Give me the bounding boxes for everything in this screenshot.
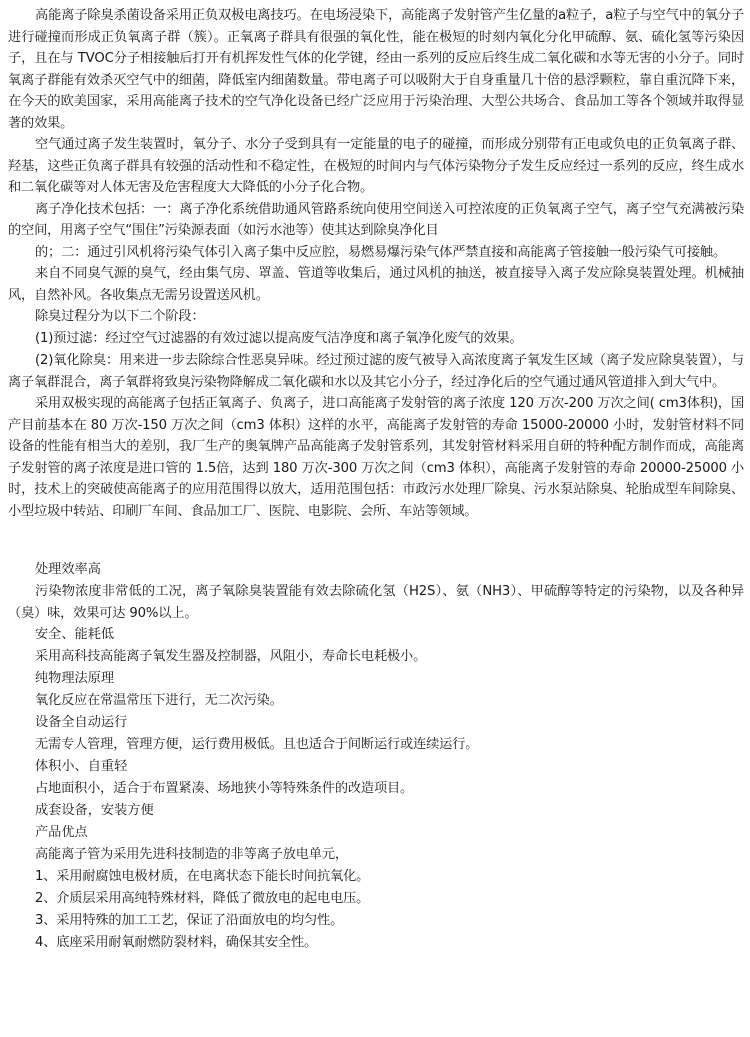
size-heading: 体积小、自重轻 (35, 759, 128, 774)
physics-text: 氧化反应在常温常压下进行，无二次污染。 (35, 693, 283, 708)
safety-heading: 安全、能耗低 (35, 627, 115, 642)
efficiency-heading: 处理效率高 (35, 562, 101, 577)
process-stages-heading: 除臭过程分为以下二个阶段： (35, 309, 205, 324)
advantage-item-4: 4、底座采用耐氧耐燃防裂材料，确保其安全性。 (35, 935, 318, 950)
advantages-heading: 产品优点 (35, 825, 88, 840)
advantage-item-1: 1、采用耐腐蚀电极材质，在电离状态下能长时间抗氧化。 (35, 869, 370, 884)
safety-text: 采用高科技高能离子氧发生器及控制器，风阻小，寿命长电耗极小。 (35, 649, 427, 664)
pre-filter-stage: (1)预过滤：经过空气过滤器的有效过滤以提高废气洁净度和离子氧净化废气的效果。 (35, 331, 523, 346)
automation-heading: 设备全自动运行 (35, 715, 128, 730)
physics-heading: 纯物理法原理 (35, 671, 115, 686)
advantage-item-3: 3、采用特殊的加工工艺，保证了沿面放电的均匀性。 (35, 913, 344, 928)
automation-text: 无需专人管理，管理方便，运行费用极低。且也适合于间断运行或连续运行。 (35, 737, 479, 752)
specs-paragraph: 采用双极实现的高能离子包括正氧离子、负离子，进口高能离子发射管的离子浓度 120 万次-200 万次之间( cm3体积)，国产目前基本在 80 万次-150 万次之间（cm3 体积）这样的水平，高能离子发射管的寿命 15000-20000 小时，发射管材料不同设备的性能有相当大的差别，我厂生产的奥氧牌产品高能离子发射管系列，其发射管材料采用自研的特种配方制作而成，高能离子发射管的离子浓度是进口管的 1.5倍，达到 180 万次-300 万次之间（cm3 体积），高能离子发射管的寿命 20000-25000 小时，技术上的突破使高能离子的应用范围得以放大，适用范围包括：市政污水处理厂除臭、污水泵站除臭、轮胎成型车间除臭、小型垃圾中转站、印刷厂车间、食品加工厂、医院、电影院、会所、车站等领域。 (8, 396, 744, 519)
size-text: 占地面积小，适合于布置紧凑、场地狭小等特殊条件的改造项目。 (35, 781, 414, 796)
advantage-item-2: 2、介质层采用高纯特殊材料，降低了微放电的起电电压。 (35, 891, 370, 906)
complete-set-heading: 成套设备，安装方便 (35, 803, 154, 818)
section-gap (8, 522, 744, 559)
intro-paragraph: 高能离子除臭杀菌设备采用正负双极电离技巧。在电场浸染下，高能离子发射管产生亿量的a粒子，a粒子与空气中的氧分子进行碰撞而形成正负氧离子群（簇）。正氧离子群具有很强的氧化性，能在极短的时刻内氧化分化甲硫醇、氨、硫化氢等污染因子，且在与 TVOC分子相接触后打开有机挥发性气体的化学键，经由一系列的反应后终生成二氧化碳和水等无害的小分子。同时氧离子群能有效杀灭空气中的细菌，降低室内细菌数量。带电离子可以吸附大于自身重量几十倍的悬浮颗粒，靠自重沉降下来，在今天的欧美国家，采用高能离子技术的空气净化设备已经广泛应用于污染治理、大型公共场合、食品加工等各个领域并取得显著的效果。 (8, 8, 744, 131)
mechanism-paragraph: 空气通过离子发生装置时，氧分子、水分子受到具有一定能量的电子的碰撞，而形成分别带有正电或负电的正负氧离子群、羟基，这些正负离子群具有较强的活动性和不稳定性，在极短的时间内与气体污染物分子发生反应经过一系列的反应，终生成水和二氧化碳等对人体无害及危害程度大大降低的小分子化合物。 (8, 137, 744, 195)
technology-continued-paragraph: 的；二：通过引风机将污染气体引入离子集中反应腔，易燃易爆污染气体严禁直接和高能离子管接触一般污染气可接触。 (35, 244, 726, 260)
collection-paragraph: 来自不同臭气源的臭气，经由集气房、罩盖、管道等收集后，通过风机的抽送，被直接导入离子发应除臭装置处理。机械抽风，自然补风。各收集点无需另设置送风机。 (8, 266, 744, 303)
oxidation-stage: (2)氧化除臭：用来进一步去除综合性恶臭异味。经过预过滤的废气被导入高浓度离子氧发生区域（离子发应除臭装置），与离子氧群混合，离子氧群将致臭污染物降解成二氧化碳和水以及其它小分子，经过净化后的空气通过通风管道排入到大气中。 (8, 353, 744, 390)
technology-paragraph: 离子净化技术包括：一：离子净化系统借助通风管路系统向使用空间送入可控浓度的正负氧离子空气，离子空气充满被污染的空间，用离子空气“围住”污染源表面（如污水池等）使其达到除臭净化目 (8, 201, 744, 238)
advantages-intro: 高能离子管为采用先进科技制造的非等离子放电单元， (35, 847, 348, 862)
efficiency-text: 污染物浓度非常低的工况，离子氧除臭装置能有效去除硫化氢（H2S）、氨（NH3）、甲硫醇等特定的污染物，以及各种异（臭）味，效果可达 90%以上。 (8, 584, 744, 621)
